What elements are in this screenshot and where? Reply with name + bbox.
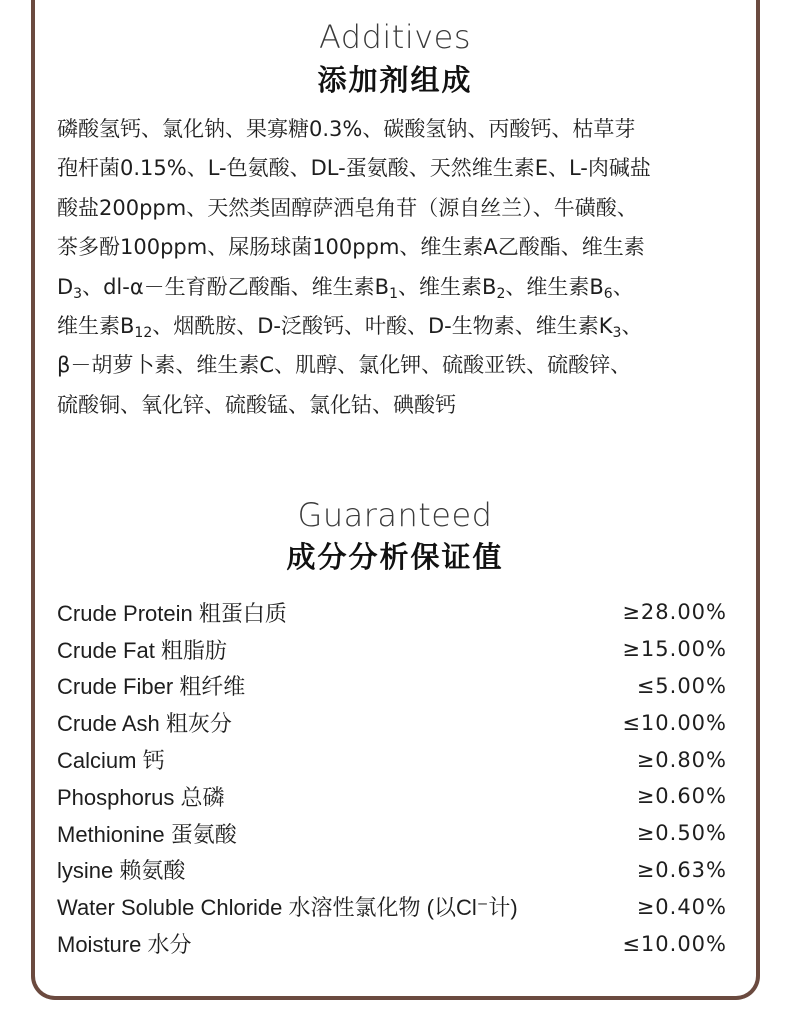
nutrient-value: ≥28.00% bbox=[622, 600, 727, 625]
additives-text: 磷酸氢钙、氯化钠、果寡糖0.3%、碳酸氢钠、丙酸钙、枯草芽 bbox=[57, 117, 636, 141]
nutrient-value: ≤10.00% bbox=[622, 931, 727, 956]
analysis-row bbox=[57, 888, 727, 925]
nutrient-value: ≥15.00% bbox=[622, 637, 727, 662]
subscript: 6 bbox=[603, 285, 613, 302]
additives-title-en: Additives bbox=[318, 18, 472, 56]
additives-text: 孢杆菌0.15%、L-色氨酸、DL-蛋氨酸、天然维生素E、L-肉碱盐 bbox=[57, 156, 651, 181]
additives-line bbox=[57, 386, 737, 425]
additives-text: 、dl-α－生育酚乙酸酯、维生素B bbox=[82, 274, 390, 299]
additives-text: 茶多酚100ppm、屎肠球菌100ppm、维生素A乙酸酯、维生素 bbox=[57, 235, 645, 260]
nutrient-value: ≥0.63% bbox=[636, 857, 727, 882]
additives-text: 、 bbox=[621, 314, 643, 339]
additives-text: 、烟酰胺、D-泛酸钙、叶酸、D-生物素、维生素K bbox=[152, 314, 613, 339]
nutrient-value: ≥0.80% bbox=[636, 747, 727, 772]
nutrient-label: lysine 赖氨酸 bbox=[57, 858, 186, 884]
additives-text: β－胡萝卜素、维生素C、肌醇、氯化钾、硫酸亚铁、硫酸锌、 bbox=[57, 353, 632, 378]
subscript: 3 bbox=[73, 285, 83, 302]
additives-text: 、维生素B bbox=[505, 274, 604, 299]
additives-text: D bbox=[57, 274, 74, 299]
additives-list bbox=[57, 110, 737, 425]
analysis-row bbox=[57, 668, 727, 705]
analysis-row bbox=[57, 594, 727, 631]
analysis-row bbox=[57, 741, 727, 778]
nutrient-value: ≥0.60% bbox=[636, 784, 727, 809]
nutrient-label: Phosphorus 总磷 bbox=[57, 784, 225, 810]
subscript: 12 bbox=[134, 325, 153, 342]
subscript: 2 bbox=[496, 285, 506, 302]
nutrient-value: ≥0.50% bbox=[636, 821, 727, 846]
analysis-row bbox=[57, 815, 727, 852]
analysis-row bbox=[57, 925, 727, 962]
additives-title-zh: 添加剂组成 bbox=[317, 63, 473, 97]
nutrient-label: Crude Fat 粗脂肪 bbox=[57, 637, 227, 663]
additives-text: 酸盐200ppm、天然类固醇萨洒皂角苷（源自丝兰）、牛磺酸、 bbox=[57, 195, 638, 220]
additives-line bbox=[57, 268, 737, 307]
additives-line bbox=[57, 110, 737, 149]
nutrient-label: Crude Fiber 粗纤维 bbox=[57, 674, 246, 700]
nutrient-label: Crude Ash 粗灰分 bbox=[57, 711, 232, 737]
nutrient-label: Water Soluble Chloride 水溶性氯化物 (以Cl⁻计) bbox=[57, 895, 518, 921]
nutrient-value: ≥0.40% bbox=[636, 894, 727, 919]
additives-line bbox=[57, 189, 737, 228]
subscript: 1 bbox=[389, 285, 399, 302]
guaranteed-analysis-table bbox=[57, 594, 727, 962]
additives-line bbox=[57, 228, 737, 267]
nutrient-value: ≤10.00% bbox=[622, 710, 727, 735]
additives-text: 维生素B bbox=[57, 314, 135, 339]
analysis-row bbox=[57, 631, 727, 668]
additives-line bbox=[57, 346, 737, 385]
nutrient-label: Moisture 水分 bbox=[57, 932, 192, 958]
nutrient-label: Crude Protein 粗蛋白质 bbox=[57, 600, 287, 626]
additives-text: 、 bbox=[612, 274, 634, 299]
guaranteed-title-zh: 成分分析保证值 bbox=[286, 540, 504, 574]
additives-line bbox=[57, 149, 737, 188]
nutrient-label: Methionine 蛋氨酸 bbox=[57, 821, 237, 847]
analysis-row bbox=[57, 704, 727, 741]
additives-line bbox=[57, 307, 737, 346]
additives-text: 硫酸铜、氧化锌、硫酸锰、氯化钴、碘酸钙 bbox=[57, 392, 456, 417]
guaranteed-title-en: Guaranteed bbox=[297, 496, 493, 534]
nutrient-label: Calcium 钙 bbox=[57, 748, 165, 774]
subscript: 3 bbox=[612, 325, 622, 342]
analysis-row bbox=[57, 852, 727, 889]
nutrient-value: ≤5.00% bbox=[636, 673, 727, 698]
analysis-row bbox=[57, 778, 727, 815]
additives-text: 、维生素B bbox=[398, 274, 497, 299]
